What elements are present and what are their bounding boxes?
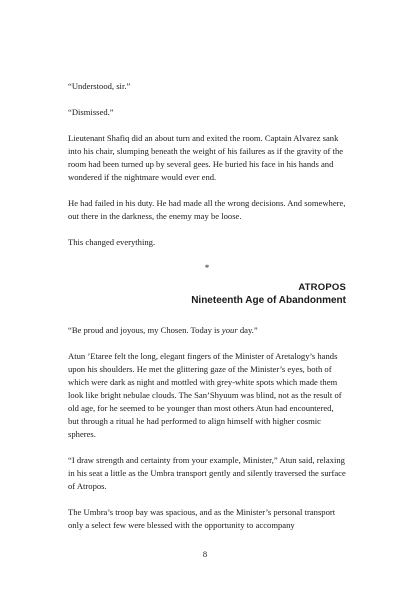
paragraph-changed-everything: This changed everything. — [68, 237, 156, 247]
paragraph-be-proud — [68, 324, 346, 337]
page-content — [68, 80, 346, 545]
quote-after: day.” — [237, 325, 258, 335]
paragraph-atun-minister: Atun ’Etaree felt the long, elegant fingers of the Minister of Aretalogy’s hands upon his shoulders. He met the glittering gaze of the Minister’s eyes, both of which were dark as night and mottled with grey-white spots which made them look like bright nebulae clouds. The San’Shyuum was blind, not as the result of old age, for he seemed to be younger than most others Atun had encountered, but through a ritual he had performed to align himself with higher cosmic spheres. — [68, 351, 342, 439]
quote-emphasis: your — [221, 325, 238, 335]
section-title: ATROPOS — [298, 282, 346, 293]
paragraph-failed-duty: He had failed in his duty. He had made all the wrong decisions. And somewhere, out there in the darkness, the enemy may be loose. — [68, 198, 346, 221]
quote-before: “Be proud and joyous, my Chosen. Today is — [68, 325, 222, 335]
scene-break: * — [204, 263, 210, 273]
paragraph-shafiq-exits: Lieutenant Shafiq did an about turn and exited the room. Captain Alvarez sank into his chair, slumping beneath the weight of his failures as if the gravity of the room had been turned up by several gees. He buried his face in his hands and wondered if the nightmare would ever end. — [68, 133, 344, 182]
paragraph-dismissed: “Dismissed.” — [68, 107, 114, 117]
paragraph-understood: “Understood, sir.” — [68, 81, 131, 91]
paragraph-troop-bay: The Umbra’s troop bay was spacious, and as the Minister’s personal transport only a select few were blessed with the opportunity to accompany — [68, 507, 336, 530]
paragraph-draw-strength: “I draw strength and certainty from your example, Minister,” Atun said, relaxing in his seat a little as the Umbra transport gently and silently traversed the surface of Atropos. — [68, 455, 346, 491]
page-number: 8 — [202, 549, 208, 559]
section-subtitle: Nineteenth Age of Abandonment — [191, 295, 346, 306]
